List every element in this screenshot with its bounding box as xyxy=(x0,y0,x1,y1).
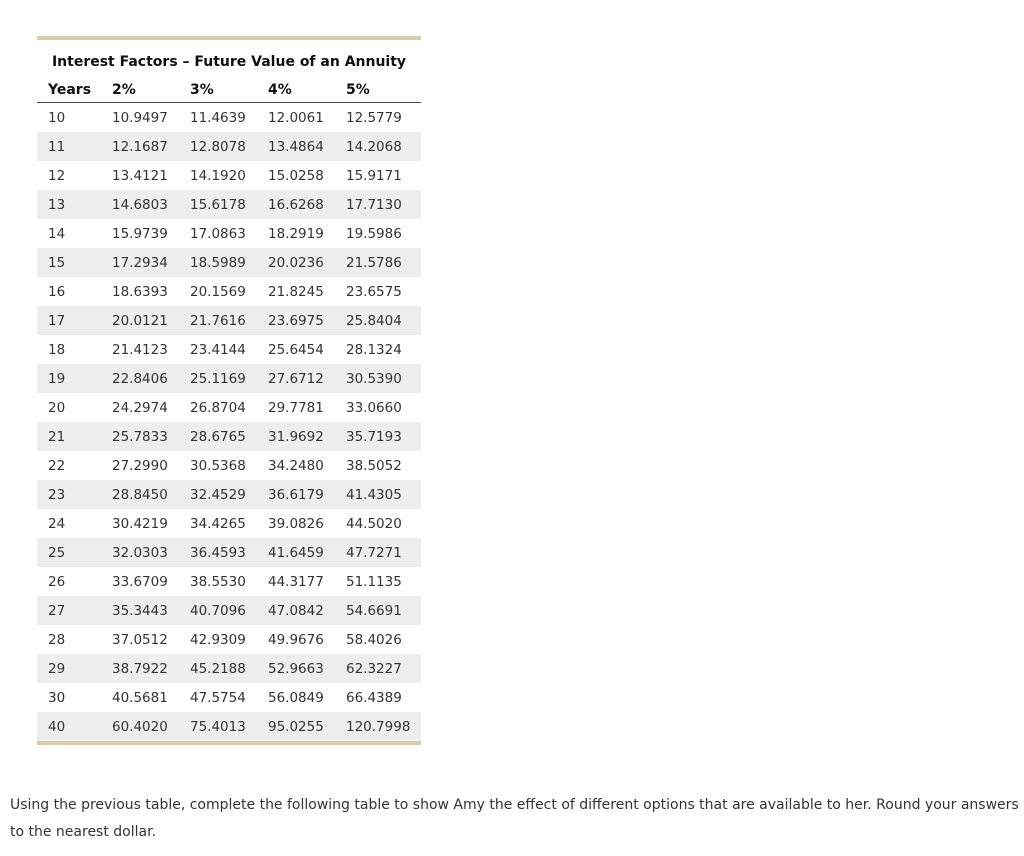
table-row xyxy=(37,393,421,422)
rate-4-cell: 34.2480 xyxy=(268,457,324,474)
instructions-text: Using the previous table, complete the following table to show Amy the effect of different options that are available to her. Round your answers to the nearest dollar. xyxy=(10,797,1019,840)
rate-5-cell: 15.9171 xyxy=(346,167,402,184)
rate-2-cell: 33.6709 xyxy=(112,573,168,590)
rate-4-cell: 21.8245 xyxy=(268,283,324,300)
header-rate-5: 5% xyxy=(346,81,370,98)
rate-4-cell: 52.9663 xyxy=(268,654,346,683)
rate-5-cell: 62.3227 xyxy=(346,654,421,683)
years-cell: 17 xyxy=(37,306,112,335)
table-row xyxy=(37,480,421,509)
years-cell: 30 xyxy=(48,689,66,706)
table-title: Interest Factors – Future Value of an Annuity xyxy=(51,54,407,70)
rate-2-cell: 25.7833 xyxy=(112,422,190,451)
rate-4-cell: 95.0255 xyxy=(268,712,346,741)
rate-4-cell: 25.6454 xyxy=(268,341,324,358)
rate-3-cell: 42.9309 xyxy=(190,631,246,648)
rate-3-cell: 23.4144 xyxy=(190,341,246,358)
table-row xyxy=(37,422,421,451)
rate-3-cell: 20.1569 xyxy=(190,283,246,300)
rate-3-cell: 45.2188 xyxy=(190,654,268,683)
rate-2-cell: 28.8450 xyxy=(112,480,190,509)
rate-5-cell: 66.4389 xyxy=(346,689,402,706)
rate-2-cell: 12.1687 xyxy=(112,132,190,161)
rate-5-cell: 19.5986 xyxy=(346,225,402,242)
rate-2-cell: 21.4123 xyxy=(112,341,168,358)
rate-5-cell: 33.0660 xyxy=(346,399,402,416)
rate-5-cell: 14.2068 xyxy=(346,132,421,161)
table-row xyxy=(37,132,421,161)
rate-4-cell: 31.9692 xyxy=(268,422,346,451)
years-cell: 21 xyxy=(37,422,112,451)
header-rate-2: 2% xyxy=(112,81,136,98)
rate-2-cell: 17.2934 xyxy=(112,248,190,277)
rate-4-cell: 27.6712 xyxy=(268,364,346,393)
rate-5-cell: 51.1135 xyxy=(346,573,402,590)
rate-4-cell: 23.6975 xyxy=(268,306,346,335)
rate-5-cell: 38.5052 xyxy=(346,457,402,474)
rate-2-cell: 27.2990 xyxy=(112,457,168,474)
rate-5-cell: 120.7998 xyxy=(346,712,421,741)
table-row xyxy=(37,683,421,712)
rate-2-cell: 13.4121 xyxy=(112,167,168,184)
rate-2-cell: 10.9497 xyxy=(112,109,168,126)
rate-4-cell: 16.6268 xyxy=(268,190,346,219)
rate-3-cell: 28.6765 xyxy=(190,422,268,451)
rate-2-cell: 40.5681 xyxy=(112,689,168,706)
table-row xyxy=(37,335,421,364)
header-rate-4: 4% xyxy=(268,81,292,98)
table-body xyxy=(37,103,421,742)
header-rate-3: 3% xyxy=(190,81,214,98)
years-cell: 19 xyxy=(37,364,112,393)
rate-3-cell: 34.4265 xyxy=(190,515,246,532)
rate-5-cell: 58.4026 xyxy=(346,631,402,648)
rate-5-cell: 12.5779 xyxy=(346,109,402,126)
years-cell: 11 xyxy=(37,132,112,161)
rate-3-cell: 25.1169 xyxy=(190,364,268,393)
rate-2-cell: 20.0121 xyxy=(112,306,190,335)
years-cell: 13 xyxy=(37,190,112,219)
rate-5-cell: 28.1324 xyxy=(346,341,402,358)
interest-factor-table xyxy=(37,77,421,741)
rate-2-cell: 37.0512 xyxy=(112,631,168,648)
rate-4-cell: 47.0842 xyxy=(268,596,346,625)
rate-2-cell: 30.4219 xyxy=(112,515,168,532)
rate-4-cell: 12.0061 xyxy=(268,109,324,126)
table-row xyxy=(37,103,421,133)
rate-3-cell: 15.6178 xyxy=(190,190,268,219)
years-cell: 28 xyxy=(48,631,66,648)
rate-5-cell: 54.6691 xyxy=(346,596,421,625)
table-row xyxy=(37,596,421,625)
years-cell: 29 xyxy=(37,654,112,683)
header-years: Years xyxy=(48,81,92,98)
rate-5-cell: 21.5786 xyxy=(346,248,421,277)
table-row xyxy=(37,509,421,538)
rate-2-cell: 38.7922 xyxy=(112,654,190,683)
rate-3-cell: 21.7616 xyxy=(190,306,268,335)
table-row xyxy=(37,538,421,567)
rate-5-cell: 25.8404 xyxy=(346,306,421,335)
rate-4-cell: 15.0258 xyxy=(268,167,324,184)
rate-4-cell: 18.2919 xyxy=(268,225,324,242)
rate-2-cell: 18.6393 xyxy=(112,283,168,300)
table-row xyxy=(37,712,421,741)
rate-5-cell: 23.6575 xyxy=(346,283,402,300)
rate-2-cell: 22.8406 xyxy=(112,364,190,393)
rate-3-cell: 17.0863 xyxy=(190,225,246,242)
rate-4-cell: 56.0849 xyxy=(268,689,324,706)
rate-3-cell: 26.8704 xyxy=(190,399,246,416)
table-row xyxy=(37,654,421,683)
rate-2-cell: 24.2974 xyxy=(112,399,168,416)
rate-3-cell: 75.4013 xyxy=(190,712,268,741)
rate-4-cell: 44.3177 xyxy=(268,573,324,590)
rate-3-cell: 36.4593 xyxy=(190,538,268,567)
rate-4-cell: 39.0826 xyxy=(268,515,324,532)
rate-3-cell: 11.4639 xyxy=(190,109,246,126)
years-cell: 27 xyxy=(37,596,112,625)
years-cell: 16 xyxy=(48,283,66,300)
rate-5-cell: 44.5020 xyxy=(346,515,402,532)
years-cell: 25 xyxy=(37,538,112,567)
rate-3-cell: 14.1920 xyxy=(190,167,246,184)
rate-5-cell: 30.5390 xyxy=(346,364,421,393)
table-row xyxy=(37,190,421,219)
rate-4-cell: 49.9676 xyxy=(268,631,324,648)
table-row xyxy=(37,451,421,480)
rate-4-cell: 13.4864 xyxy=(268,132,346,161)
years-cell: 23 xyxy=(37,480,112,509)
rate-3-cell: 38.5530 xyxy=(190,573,246,590)
table-row xyxy=(37,277,421,306)
years-cell: 20 xyxy=(48,399,66,416)
years-cell: 26 xyxy=(48,573,66,590)
years-cell: 40 xyxy=(37,712,112,741)
table-header-row xyxy=(37,77,421,103)
years-cell: 24 xyxy=(48,515,66,532)
table-row xyxy=(37,567,421,596)
years-cell: 10 xyxy=(48,109,66,126)
table-row xyxy=(37,248,421,277)
rate-5-cell: 35.7193 xyxy=(346,422,421,451)
rate-2-cell: 32.0303 xyxy=(112,538,190,567)
rate-3-cell: 30.5368 xyxy=(190,457,246,474)
rate-4-cell: 41.6459 xyxy=(268,538,346,567)
rate-3-cell: 12.8078 xyxy=(190,132,268,161)
table-row xyxy=(37,306,421,335)
rate-4-cell: 36.6179 xyxy=(268,480,346,509)
rate-5-cell: 47.7271 xyxy=(346,538,421,567)
rate-4-cell: 29.7781 xyxy=(268,399,324,416)
years-cell: 18 xyxy=(48,341,66,358)
table-row xyxy=(37,161,421,190)
rate-3-cell: 40.7096 xyxy=(190,596,268,625)
table-row xyxy=(37,625,421,654)
rate-2-cell: 15.9739 xyxy=(112,225,168,242)
rate-2-cell: 14.6803 xyxy=(112,190,190,219)
years-cell: 15 xyxy=(37,248,112,277)
years-cell: 14 xyxy=(48,225,66,242)
interest-factor-table-container xyxy=(37,36,421,745)
rate-3-cell: 32.4529 xyxy=(190,480,268,509)
table-row xyxy=(37,364,421,393)
rate-5-cell: 41.4305 xyxy=(346,480,421,509)
rate-2-cell: 35.3443 xyxy=(112,596,190,625)
rate-3-cell: 47.5754 xyxy=(190,689,246,706)
years-cell: 22 xyxy=(48,457,66,474)
rate-2-cell: 60.4020 xyxy=(112,712,190,741)
rate-5-cell: 17.7130 xyxy=(346,190,421,219)
rate-3-cell: 18.5989 xyxy=(190,248,268,277)
table-row xyxy=(37,219,421,248)
years-cell: 12 xyxy=(48,167,66,184)
rate-4-cell: 20.0236 xyxy=(268,248,346,277)
